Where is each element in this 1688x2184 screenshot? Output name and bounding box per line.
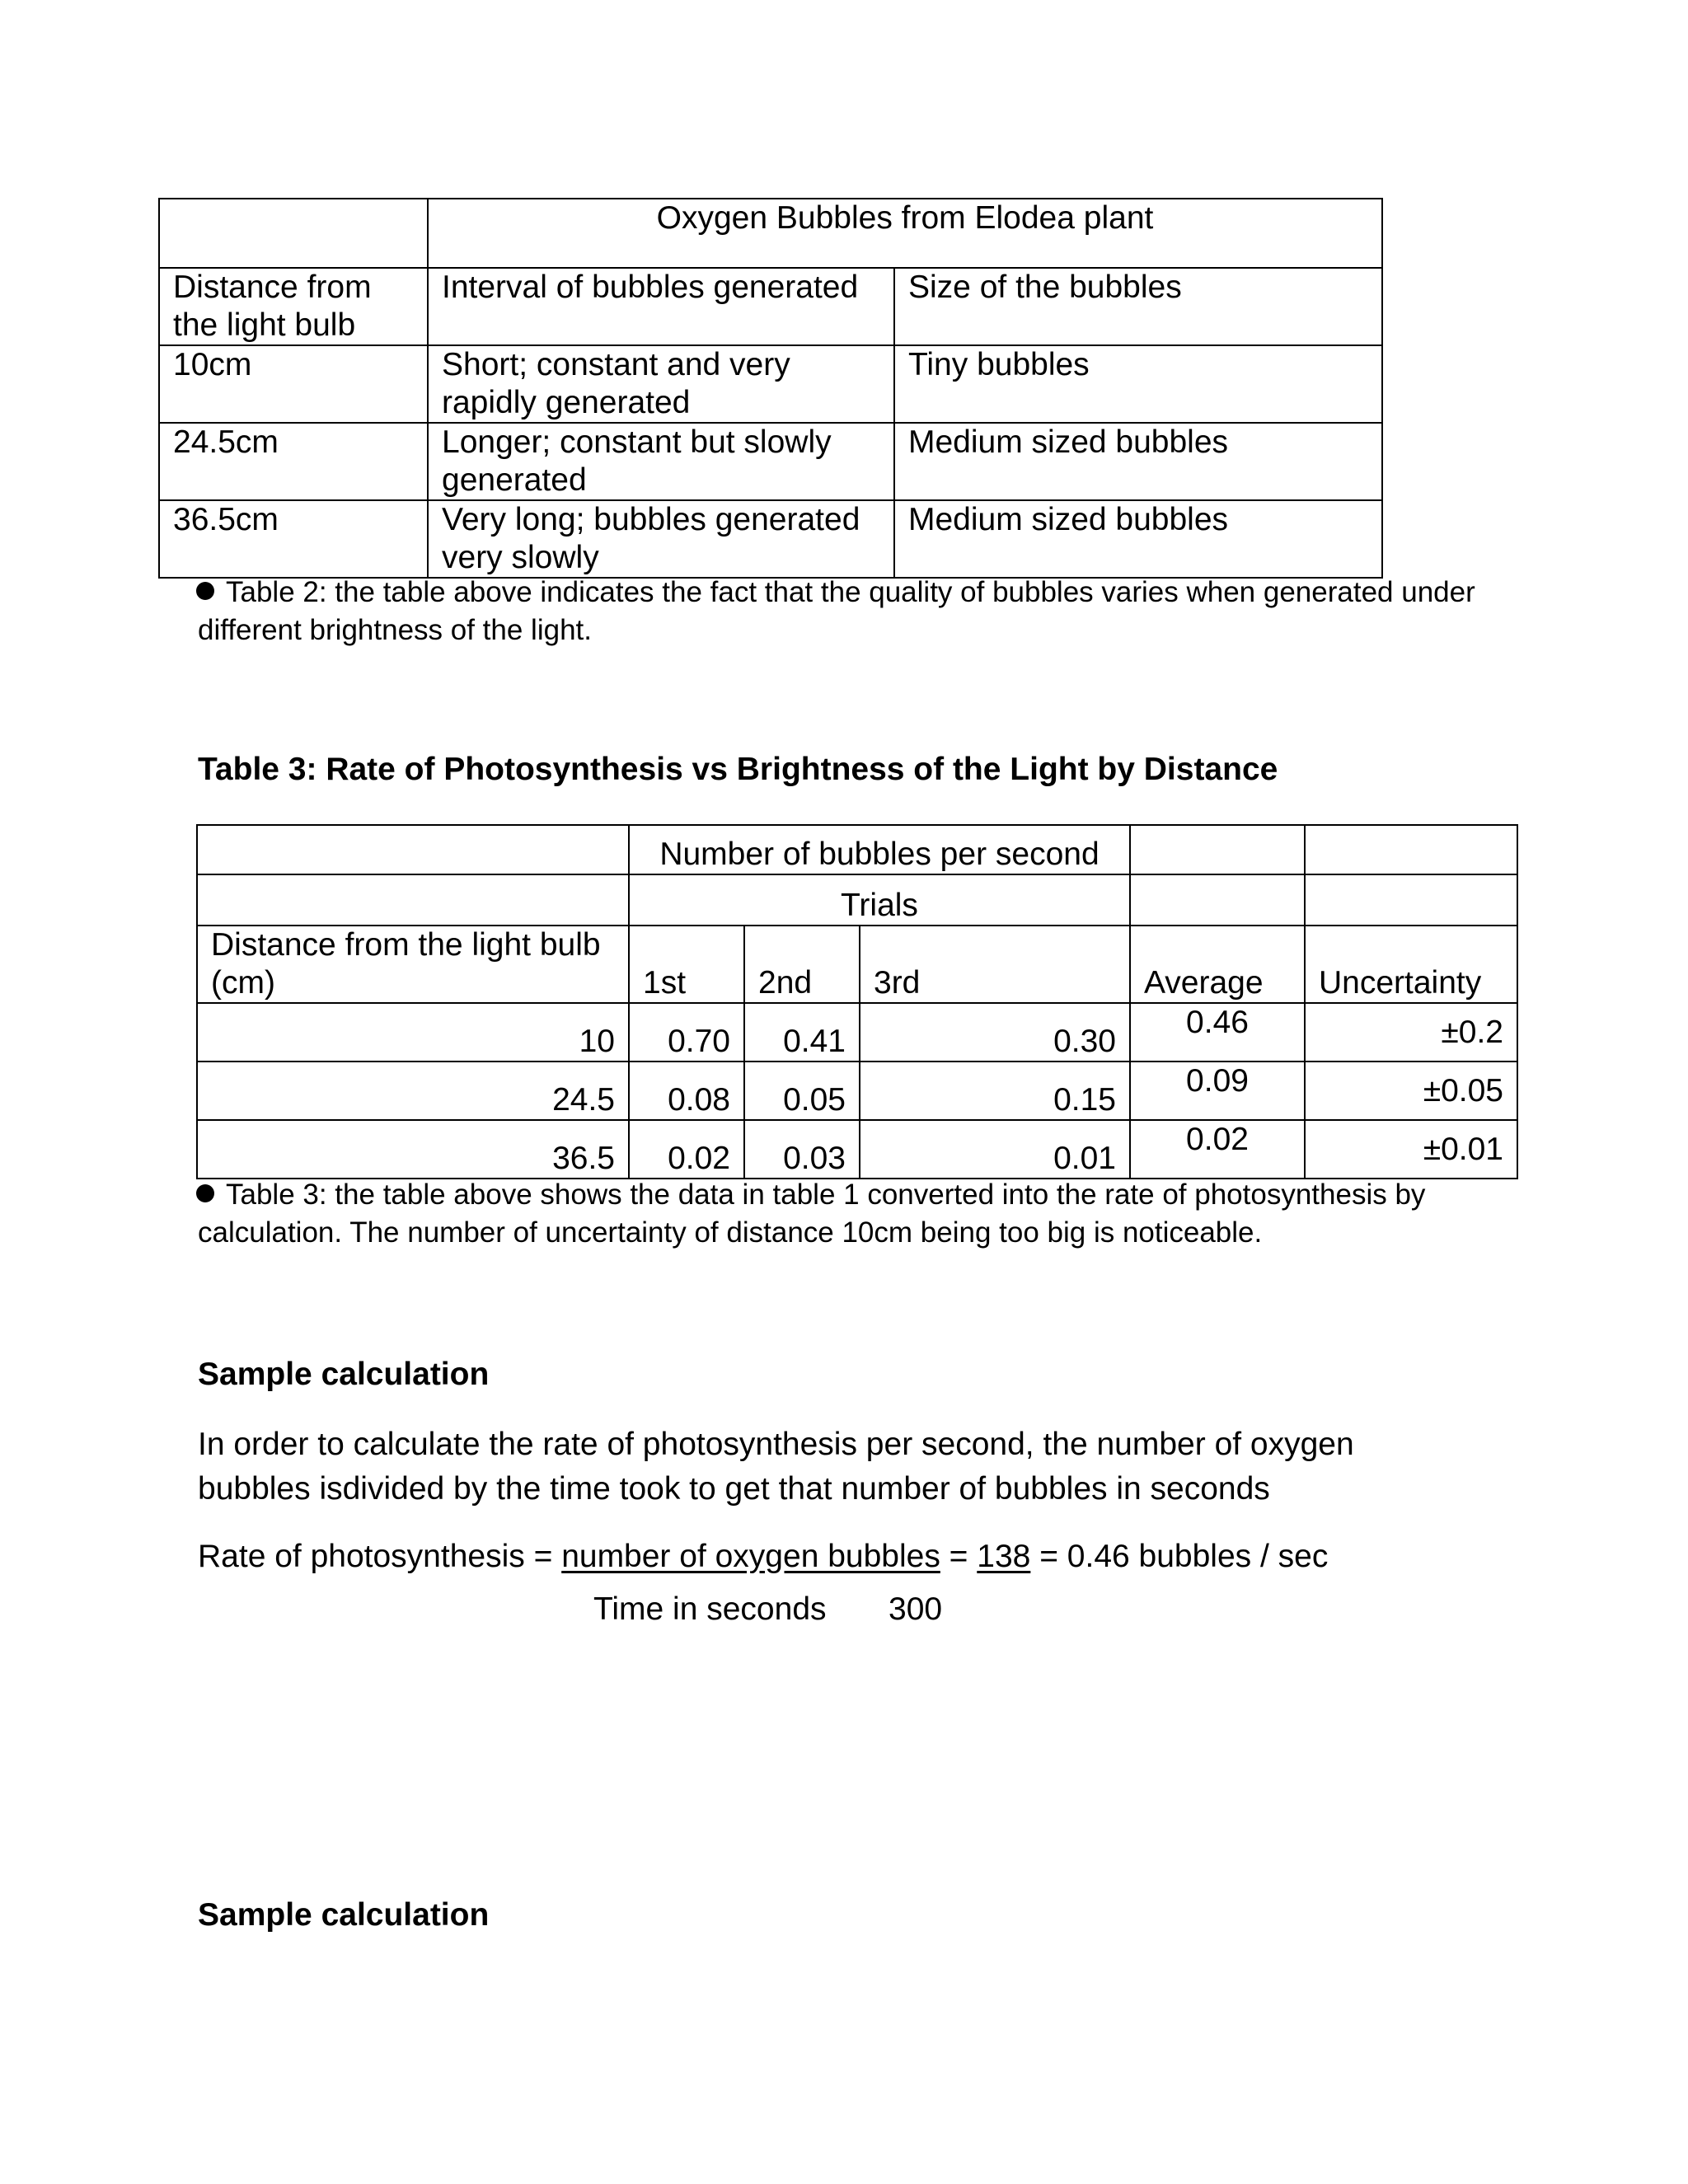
table-row xyxy=(159,345,1382,423)
sample-paragraph: In order to calculate the rate of photosynthesis per second, the number of oxygen bubbles isdivided by the time took to get that number of bubbles in seconds xyxy=(198,1427,1354,1507)
table-cell: 0.70 xyxy=(629,1003,744,1062)
table-cell xyxy=(197,874,629,926)
table-cell xyxy=(159,199,428,268)
table-cell: 0.02 xyxy=(1130,1120,1305,1179)
table-header: 3rd xyxy=(860,926,1130,1003)
bullet-icon xyxy=(196,1184,214,1202)
table-cell: Tiny bubbles xyxy=(894,345,1382,423)
table-header: Distance from the light bulb xyxy=(159,268,428,345)
group-header: Number of bubbles per second xyxy=(629,825,1130,874)
table-row xyxy=(159,500,1382,578)
table-cell: 0.15 xyxy=(860,1062,1130,1120)
formula-line xyxy=(198,1535,1328,1579)
table-cell: 0.02 xyxy=(629,1120,744,1179)
table-cell: 36.5 xyxy=(197,1120,629,1179)
table-header: Size of the bubbles xyxy=(894,268,1382,345)
table-cell: 0.41 xyxy=(744,1003,860,1062)
table-cell: 0.09 xyxy=(1130,1062,1305,1120)
formula-lhs: Rate of photosynthesis = xyxy=(198,1539,562,1574)
table-cell xyxy=(1130,874,1305,926)
table-cell: 0.03 xyxy=(744,1120,860,1179)
sample-calculation-heading-2: Sample calculation xyxy=(198,1897,490,1933)
table-header: Average xyxy=(1130,926,1305,1003)
table-row xyxy=(197,1120,1517,1179)
table-cell: 0.30 xyxy=(860,1003,1130,1062)
trials-header: Trials xyxy=(629,874,1130,926)
table-row xyxy=(197,1062,1517,1120)
table-cell: 10cm xyxy=(159,345,428,423)
table-header: 1st xyxy=(629,926,744,1003)
table-cell: 0.08 xyxy=(629,1062,744,1120)
table-cell: Short; constant and very rapidly generated xyxy=(428,345,894,423)
sample-calculation-heading: Sample calculation xyxy=(198,1357,490,1392)
table-cell: 0.01 xyxy=(860,1120,1130,1179)
table-2 xyxy=(158,198,1383,579)
table-header: 2nd xyxy=(744,926,860,1003)
table-cell: 0.46 xyxy=(1130,1003,1305,1062)
table-header: Uncertainty xyxy=(1305,926,1517,1003)
table-3-caption: Table 3: the table above shows the data in table 1 converted into the rate of photosynthesis by calculation. The number of uncertainty of distance 10cm being too big is noticeable. xyxy=(198,1179,1426,1249)
table-2-title: Oxygen Bubbles from Elodea plant xyxy=(428,199,1382,268)
formula-numerator-text: number of oxygen bubbles xyxy=(561,1539,940,1574)
table-cell xyxy=(197,825,629,874)
table-cell: Longer; constant but slowly generated xyxy=(428,423,894,500)
table-3-heading: Table 3: Rate of Photosynthesis vs Brightness of the Light by Distance xyxy=(198,752,1278,787)
formula-denominator-text: Time in seconds xyxy=(593,1591,827,1627)
formula-result: = 0.46 bubbles / sec xyxy=(1030,1539,1329,1574)
table-2-caption: Table 2: the table above indicates the fact that the quality of bubbles varies when generated under different brightness of the light. xyxy=(198,576,1475,646)
table-cell: 0.05 xyxy=(744,1062,860,1120)
table-cell: Medium sized bubbles xyxy=(894,423,1382,500)
formula-equals: = xyxy=(940,1539,978,1574)
table-row xyxy=(197,1003,1517,1062)
table-header: Distance from the light bulb (cm) xyxy=(197,926,629,1003)
table-cell: Very long; bubbles generated very slowly xyxy=(428,500,894,578)
table-cell: 10 xyxy=(197,1003,629,1062)
table-cell: ±0.05 xyxy=(1305,1062,1517,1120)
table-cell: Medium sized bubbles xyxy=(894,500,1382,578)
bullet-icon xyxy=(196,582,214,600)
table-cell: ±0.01 xyxy=(1305,1120,1517,1179)
table-cell xyxy=(1305,874,1517,926)
formula-numerator-value: 138 xyxy=(977,1539,1031,1574)
table-3 xyxy=(196,824,1518,1179)
table-cell: 36.5cm xyxy=(159,500,428,578)
table-cell: 24.5cm xyxy=(159,423,428,500)
table-cell: ±0.2 xyxy=(1305,1003,1517,1062)
table-cell xyxy=(1130,825,1305,874)
table-cell xyxy=(1305,825,1517,874)
table-row xyxy=(159,423,1382,500)
table-cell: 24.5 xyxy=(197,1062,629,1120)
table-header: Interval of bubbles generated xyxy=(428,268,894,345)
formula-denominator-value: 300 xyxy=(889,1591,943,1627)
